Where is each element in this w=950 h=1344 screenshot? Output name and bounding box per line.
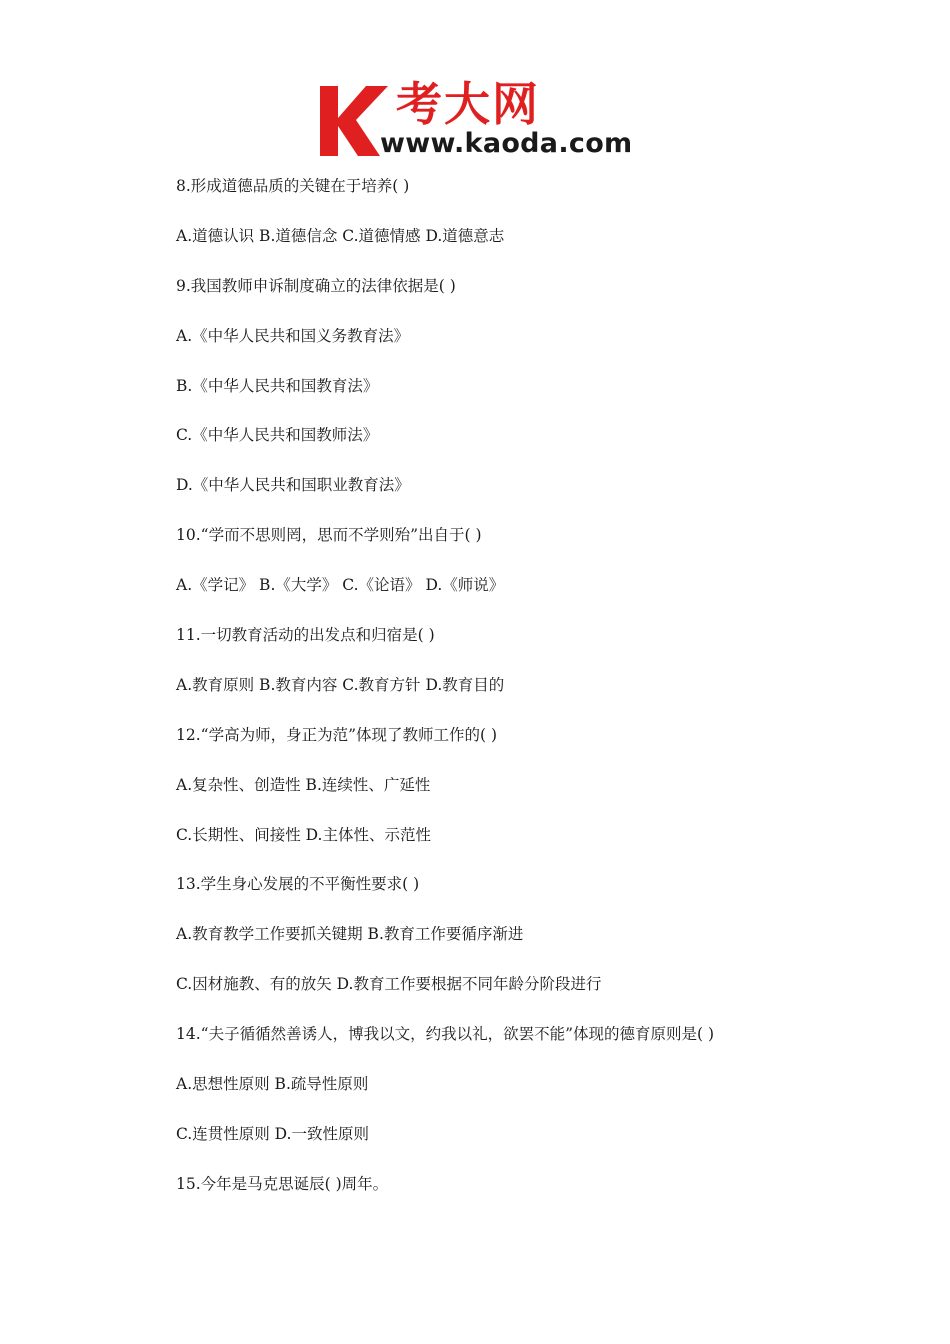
question-9-option-d: D.《中华人民共和国职业教育法》 [176,476,410,495]
question-8: 8.形成道德品质的关键在于培养( ) [176,177,410,195]
question-13: 13.学生身心发展的不平衡性要求( ) [176,875,420,894]
question-10-options: A.《学记》 B.《大学》 C.《论语》 D.《师说》 [176,576,505,595]
question-13-options-cd: C.因材施教、有的放矢 D.教育工作要根据不同年龄分阶段进行 [176,975,602,994]
question-11-options: A.教育原则 B.教育内容 C.教育方针 D.教育目的 [176,675,505,694]
logo-url: www.kaoda.com [380,128,633,159]
question-12-options-ab: A.复杂性、创造性 B.连续性、广延性 [176,775,431,794]
question-9-option-b: B.《中华人民共和国教育法》 [176,376,379,395]
question-list [176,172,876,1220]
kaoda-logo[interactable] [318,77,640,162]
question-8-options: A.道德认识 B.道德信念 C.道德情感 D.道德意志 [176,226,505,245]
question-14-options-ab: A.思想性原则 B.疏导性原则 [176,1075,369,1094]
question-12-options-cd: C.长期性、间接性 D.主体性、示范性 [176,825,431,844]
question-15: 15.今年是马克思诞辰( )周年。 [176,1174,389,1193]
question-9-option-c: C.《中华人民共和国教师法》 [176,426,379,445]
question-9: 9.我国教师申诉制度确立的法律依据是( ) [176,276,456,295]
question-14: 14.“夫子循循然善诱人，博我以文，约我以礼，欲罢不能”体现的德育原则是( ) [176,1025,715,1044]
question-13-options-ab: A.教育教学工作要抓关键期 B.教育工作要循序渐进 [176,925,524,944]
question-10: 10.“学而不思则罔，思而不学则殆”出自于( ) [176,526,482,545]
logo-chinese-name: 考大网 [396,77,540,131]
question-12: 12.“学高为师，身正为范”体现了教师工作的( ) [176,725,498,744]
question-11: 11.一切教育活动的出发点和归宿是( ) [176,626,435,645]
question-9-option-a: A.《中华人民共和国义务教育法》 [176,326,410,345]
question-14-options-cd: C.连贯性原则 D.一致性原则 [176,1124,369,1143]
